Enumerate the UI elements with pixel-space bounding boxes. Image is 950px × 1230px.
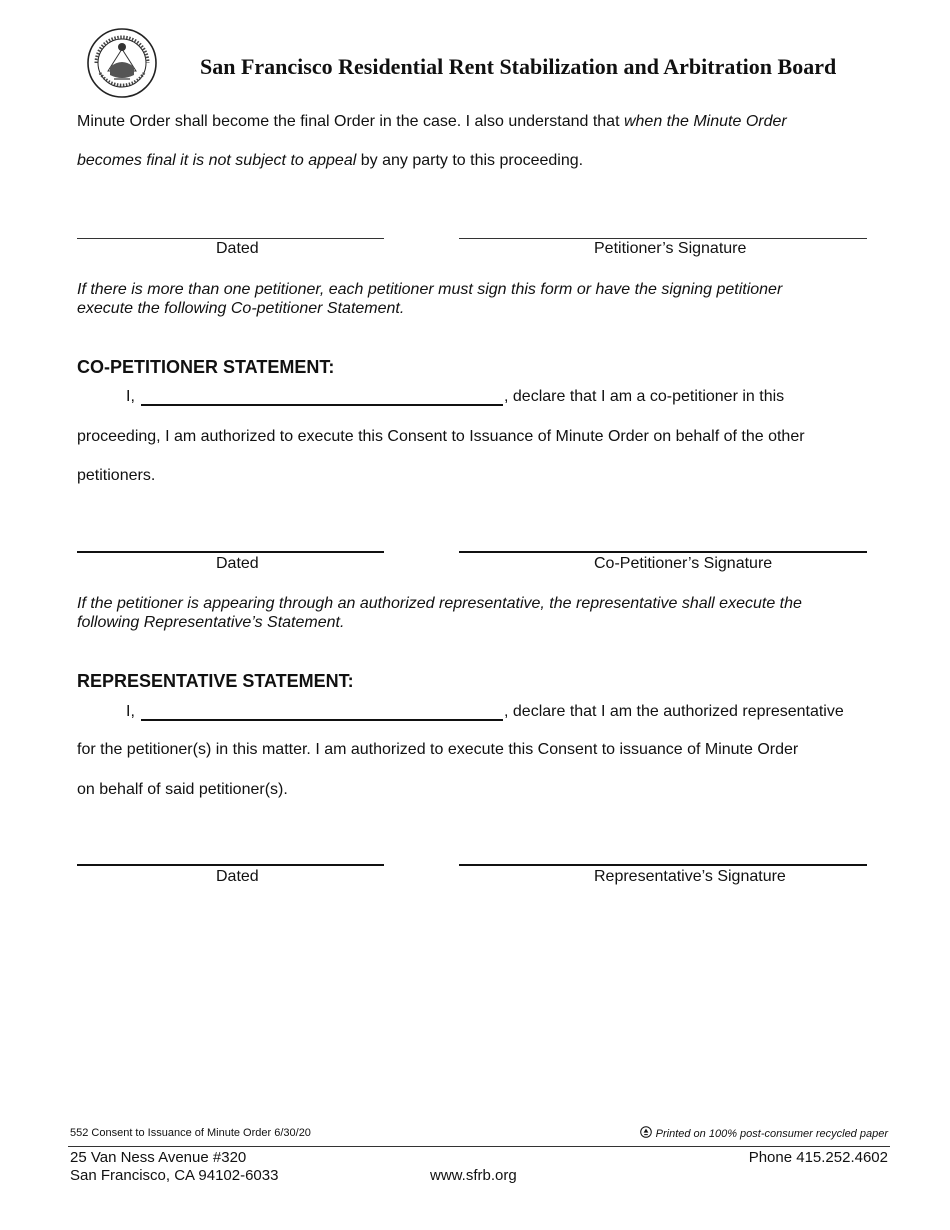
co-petitioner-declare-text: , declare that I am a co-petitioner in this (504, 388, 785, 405)
intro-line-1-emphasis: when the Minute Order (623, 113, 787, 130)
representative-line-3: on behalf of said petitioner(s). (77, 781, 288, 798)
co-petitioner-signature-label: Co-Petitioner’s Signature (594, 555, 773, 572)
representative-name-line[interactable] (141, 719, 503, 721)
co-petitioner-dated-line[interactable] (77, 551, 384, 553)
representative-note-line-2: following Representative’s Statement. (77, 614, 345, 631)
petitioner-signature-label: Petitioner’s Signature (594, 240, 747, 257)
petitioner-signature-line[interactable] (459, 238, 867, 239)
recycle-icon (640, 1126, 652, 1138)
petitioner-dated-line[interactable] (77, 238, 384, 239)
representative-signature-label: Representative’s Signature (594, 868, 786, 885)
co-petitioner-note (77, 280, 877, 318)
phone-number: Phone 415.252.4602 (748, 1149, 888, 1166)
footer-divider (68, 1146, 890, 1147)
co-petitioner-note-line-2: execute the following Co-petitioner Statement. (77, 300, 405, 317)
co-petitioner-i-label: I, (126, 388, 135, 405)
representative-dated-label: Dated (216, 868, 259, 885)
petitioner-dated-label: Dated (216, 240, 259, 257)
website-link[interactable]: www.sfrb.org (430, 1167, 517, 1184)
co-petitioner-line-2: proceeding, I am authorized to execute this Consent to Issuance of Minute Order on behalf of the other (77, 428, 805, 445)
co-petitioner-signature-line[interactable] (459, 551, 867, 553)
intro-line-2-emphasis: becomes final it is not subject to appeal (77, 152, 357, 169)
representative-note-line-1: If the petitioner is appearing through an authorized representative, the representative shall execute the (77, 595, 802, 612)
address-line-2: San Francisco, CA 94102-6033 (70, 1167, 279, 1184)
intro-line-2-text: by any party to this proceeding. (356, 152, 584, 169)
recycled-notice (640, 1126, 888, 1140)
representative-declare-text: , declare that I am the authorized representative (504, 703, 844, 720)
representative-signature-line[interactable] (459, 864, 867, 866)
co-petitioner-dated-label: Dated (216, 555, 259, 572)
intro-line-1-text: Minute Order shall become the final Order in the case. I also understand that (77, 113, 624, 130)
co-petitioner-note-line-1: If there is more than one petitioner, each petitioner must sign this form or have the signing petitioner (77, 281, 783, 298)
representative-dated-line[interactable] (77, 864, 384, 866)
intro-line-2 (77, 152, 583, 170)
co-petitioner-line-3: petitioners. (77, 467, 156, 484)
city-seal-icon (86, 27, 158, 99)
representative-i-label: I, (126, 703, 135, 720)
representative-heading: REPRESENTATIVE STATEMENT: (77, 671, 354, 691)
co-petitioner-name-line[interactable] (141, 404, 503, 406)
representative-line-2: for the petitioner(s) in this matter. I am authorized to execute this Consent to issuance of Minute Order (77, 741, 799, 758)
address-line-1: 25 Van Ness Avenue #320 (70, 1149, 247, 1166)
board-title: San Francisco Residential Rent Stabilization and Arbitration Board (200, 54, 837, 79)
recycled-text: Printed on 100% post-consumer recycled paper (655, 1128, 888, 1140)
representative-note (77, 594, 877, 632)
intro-line-1 (77, 113, 787, 131)
form-id: 552 Consent to Issuance of Minute Order 6/30/20 (70, 1127, 311, 1139)
co-petitioner-heading: CO-PETITIONER STATEMENT: (77, 357, 335, 377)
